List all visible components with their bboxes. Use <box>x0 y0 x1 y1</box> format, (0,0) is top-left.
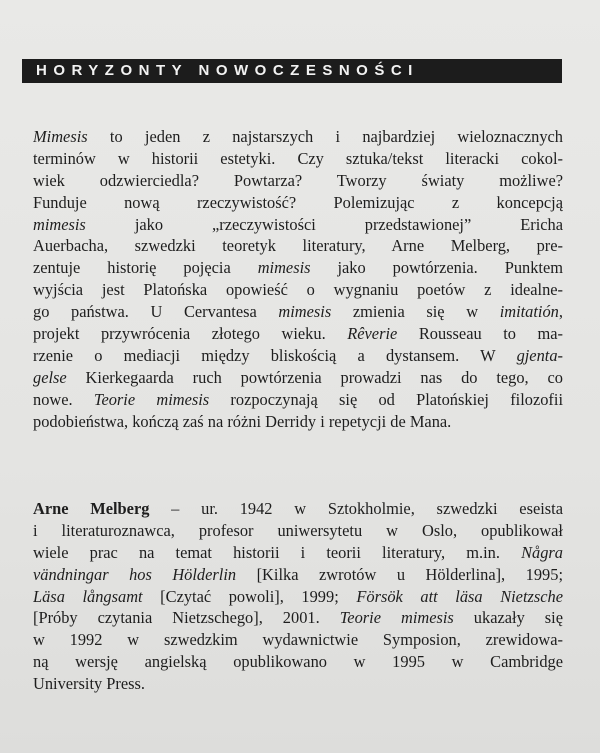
text-segment: [Próby czytania Nietzschego], 2001. <box>33 608 340 628</box>
italic-text: Försök att läsa Nietzsche <box>356 586 563 606</box>
description-line <box>33 192 563 214</box>
description-line <box>33 279 563 301</box>
description-line <box>33 235 563 257</box>
description-line <box>33 411 563 433</box>
italic-text: Rêverie <box>347 324 398 344</box>
description-line <box>33 214 563 236</box>
italic-text: Teorie mimesis <box>93 389 210 409</box>
text-segment: rzenie o mediacji między bliskością a dystansem. W <box>33 345 517 365</box>
text-segment: nowe. <box>33 389 94 409</box>
text-segment: terminów w historii estetyki. Czy sztuka/tekst literacki cokol- <box>33 148 563 168</box>
biography-line <box>33 498 563 520</box>
book-description <box>33 126 563 432</box>
italic-text: gjenta- <box>516 345 563 365</box>
text-segment: jako „rzeczywistości przedstawionej” Ericha <box>85 214 563 234</box>
description-line <box>33 323 563 345</box>
italic-text: gelse <box>33 367 67 387</box>
description-line <box>33 126 563 148</box>
description-line <box>33 345 563 367</box>
text-segment: zmienia się w <box>331 302 500 322</box>
text-segment: jako powtórzenia. Punktem <box>310 258 563 278</box>
italic-text: mimesis <box>278 302 332 322</box>
italic-text: mimesis <box>257 258 311 278</box>
italic-text: Mimesis <box>33 127 88 146</box>
description-line <box>33 148 563 170</box>
italic-text: imitatión <box>499 302 559 322</box>
text-segment: wyjścia jest Platońska opowieść o wygnaniu poetów z idealne- <box>33 280 563 300</box>
text-segment: ną wersję angielską opublikowano w 1995 w Cambridge <box>33 652 563 672</box>
text-segment: w 1992 w szwedzkim wydawnictwie Symposion, zrewidowa- <box>33 630 563 650</box>
biography-line <box>33 607 563 629</box>
text-segment: i literaturoznawca, profesor uniwersytetu w Oslo, opublikował <box>33 520 563 540</box>
biography-line <box>33 629 563 651</box>
text-segment: zentuje historię pojęcia <box>33 258 258 278</box>
text-segment: Funduje nową rzeczywistość? Polemizując z koncepcją <box>33 192 563 212</box>
text-segment: go państwa. U Cervantesa <box>33 302 279 322</box>
biography-line <box>33 542 563 564</box>
italic-text: Teorie mimesis <box>339 608 454 628</box>
biography-line <box>33 586 563 608</box>
description-line <box>33 170 563 192</box>
italic-text: vändningar hos Hölderlin <box>33 564 237 584</box>
text-segment: ukazały się <box>453 608 563 628</box>
description-line <box>33 367 563 389</box>
description-line <box>33 389 563 411</box>
italic-text: mimesis <box>33 214 86 234</box>
biography-line <box>33 564 563 586</box>
text-segment: – ur. 1942 w Sztokholmie, szwedzki eseista <box>149 499 563 518</box>
text-segment: to jeden z najstarszych i najbardziej wieloznacznych <box>87 127 563 146</box>
author-biography <box>33 498 563 695</box>
text-segment: projekt przywrócenia złotego wieku. <box>33 324 348 344</box>
italic-text: Läsa långsamt <box>33 586 143 606</box>
text-segment: [Czytać powoli], 1999; <box>142 586 357 606</box>
text-segment: [Kilka zwrotów u Hölderlina], 1995; <box>236 564 563 584</box>
biography-line <box>33 673 563 695</box>
text-segment: Auerbacha, szwedzki teoretyk literatury, Arne Melberg, pre- <box>33 236 563 256</box>
text-segment: University Press. <box>33 674 145 694</box>
text-segment: wiele prac na temat historii i teorii literatury, m.in. <box>33 542 522 562</box>
text-segment: , <box>558 302 563 322</box>
biography-line <box>33 651 563 673</box>
biography-line <box>33 520 563 542</box>
series-title-bar <box>22 59 562 83</box>
text-segment: rozpoczynają się od Platońskiej filozofii <box>209 389 563 409</box>
bold-text: Arne Melberg <box>33 499 150 518</box>
series-title: HORYZONTY NOWOCZESNOŚCI <box>36 62 419 79</box>
text-segment: podobieństwa, kończą zaś na różni Derridy i repetycji de Mana. <box>33 411 452 431</box>
italic-text: Några <box>521 542 563 562</box>
text-segment: wiek odzwierciedla? Powtarza? Tworzy światy możliwe? <box>33 170 563 190</box>
description-line <box>33 257 563 279</box>
text-segment: Kierkegaarda ruch powtórzenia prowadzi nas do tego, co <box>66 367 563 387</box>
text-segment: Rousseau to ma- <box>397 324 563 344</box>
description-line <box>33 301 563 323</box>
